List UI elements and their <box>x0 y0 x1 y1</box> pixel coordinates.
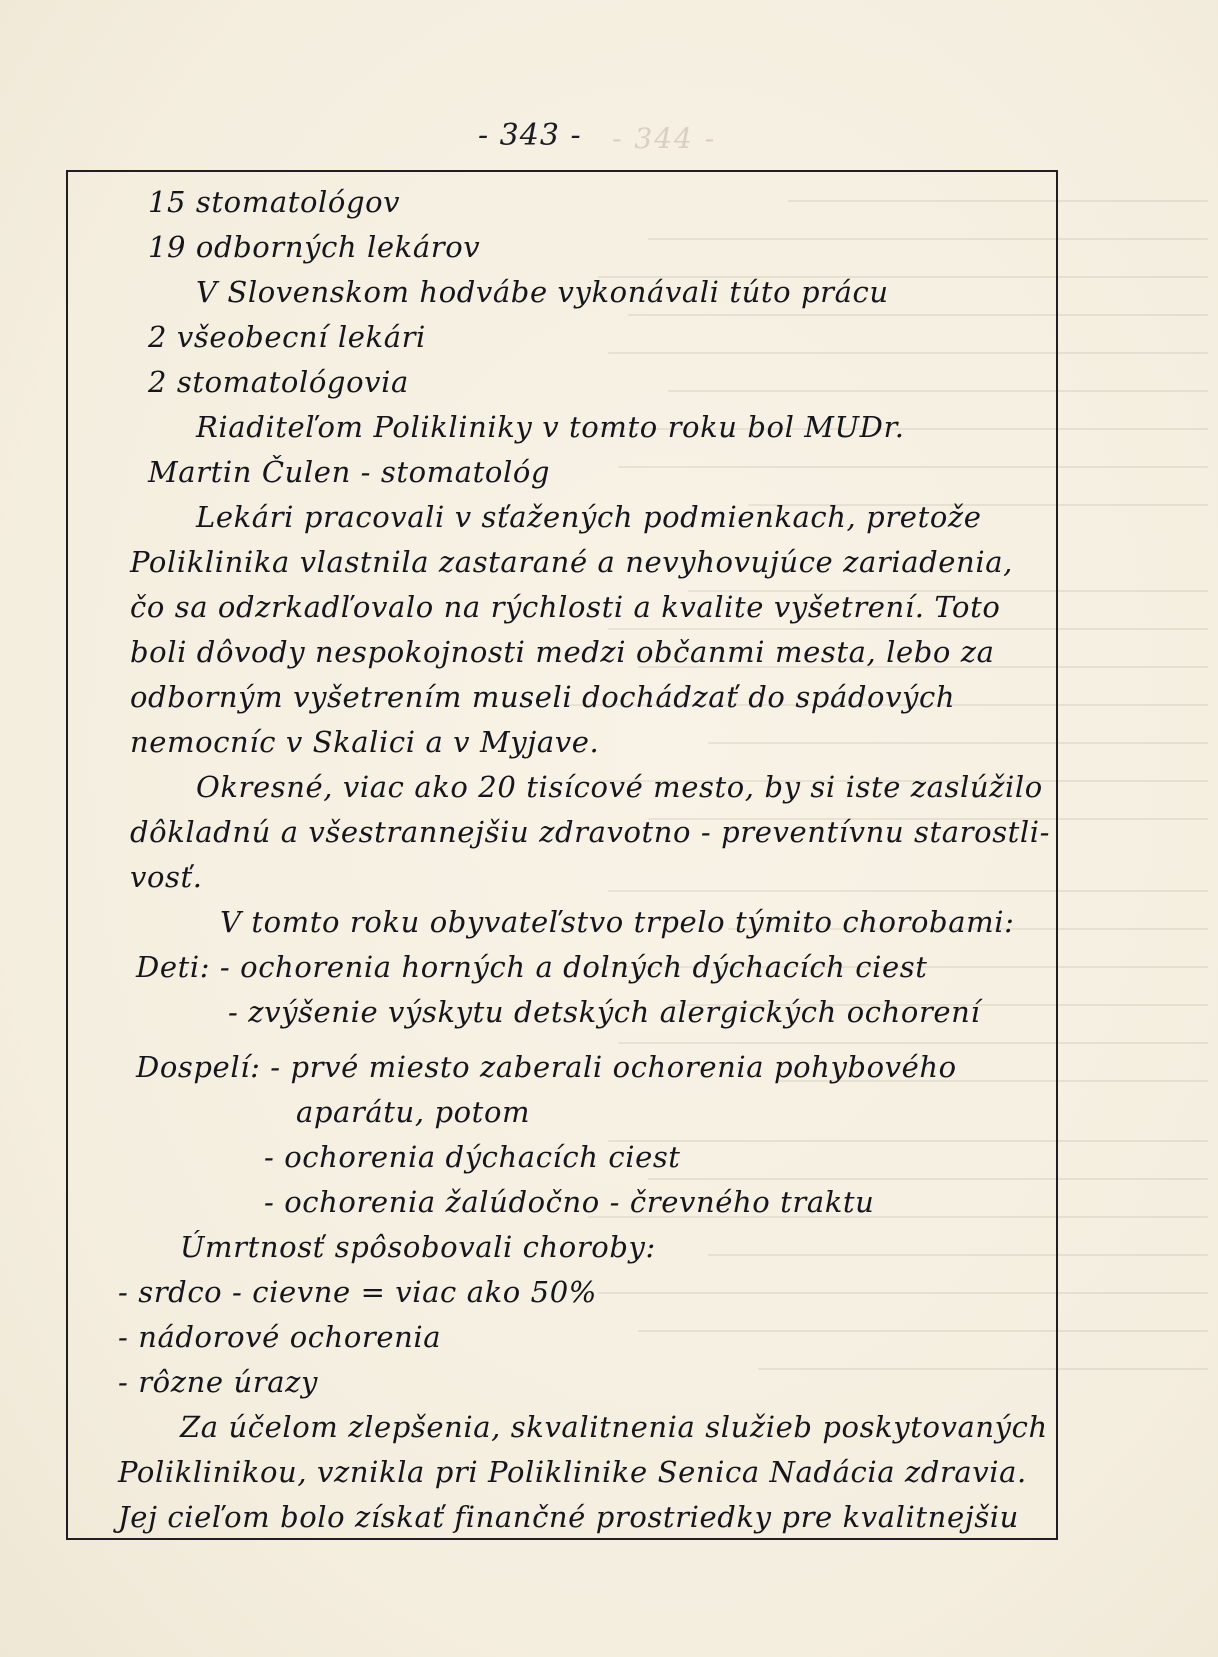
text-line-7: Martin Čulen - stomatológ <box>148 455 551 489</box>
text-line-6: Riaditeľom Polikliniky v tomto roku bol MUDr. <box>196 410 905 444</box>
bleed-through-page-number: - 344 - <box>612 122 717 155</box>
text-line-24: Úmrtnosť spôsobovali choroby: <box>180 1230 656 1264</box>
text-line-17: V tomto roku obyvateľstvo trpelo týmito chorobami: <box>220 905 1015 939</box>
text-line-9: Poliklinika vlastnila zastarané a nevyhovujúce zariadenia, <box>130 545 1013 579</box>
text-line-12: odborným vyšetrením museli dochádzať do spádových <box>130 680 956 714</box>
text-line-28: Za účelom zlepšenia, skvalitnenia služieb poskytovaných <box>180 1410 1048 1444</box>
text-line-14: Okresné, viac ako 20 tisícové mesto, by si iste zaslúžilo <box>196 770 1043 804</box>
text-line-30: Jej cieľom bolo získať finančné prostriedky pre kvalitnejšiu <box>118 1500 1019 1534</box>
text-line-21: aparátu, potom <box>296 1095 531 1129</box>
page-number: - 343 - <box>478 118 582 153</box>
text-line-1: 15 stomatológov <box>148 185 401 219</box>
text-line-10: čo sa odzrkadľovalo na rýchlosti a kvalite vyšetrení. Toto <box>130 590 1001 624</box>
text-line-16: vosť. <box>130 860 203 894</box>
text-line-18: Deti: - ochorenia horných a dolných dýchacích ciest <box>136 950 928 984</box>
text-line-4: 2 všeobecní lekári <box>148 320 426 354</box>
text-line-3: V Slovenskom hodvábe vykonávali túto prácu <box>196 275 889 309</box>
text-line-13: nemocníc v Skalici a v Myjave. <box>130 725 600 759</box>
text-line-26: - nádorové ochorenia <box>118 1320 442 1354</box>
text-line-25: - srdco - cievne = viac ako 50% <box>118 1275 597 1309</box>
text-line-22: - ochorenia dýchacích ciest <box>264 1140 681 1174</box>
text-line-23: - ochorenia žalúdočno - črevného traktu <box>264 1185 875 1219</box>
text-line-5: 2 stomatológovia <box>148 365 409 399</box>
text-line-15: dôkladnú a všestrannejšiu zdravotno - preventívnu starostli- <box>130 815 1051 849</box>
text-line-27: - rôzne úrazy <box>118 1365 318 1399</box>
text-line-20: Dospelí: - prvé miesto zaberali ochorenia pohybového <box>136 1050 957 1084</box>
text-line-8: Lekári pracovali v sťažených podmienkach, pretože <box>196 500 982 534</box>
text-line-2: 19 odborných lekárov <box>148 230 481 264</box>
text-line-19: - zvýšenie výskytu detských alergických ochorení <box>228 995 981 1029</box>
text-line-29: Poliklinikou, vznikla pri Poliklinike Senica Nadácia zdravia. <box>118 1455 1027 1489</box>
text-line-11: boli dôvody nespokojnosti medzi občanmi mesta, lebo za <box>130 635 995 669</box>
